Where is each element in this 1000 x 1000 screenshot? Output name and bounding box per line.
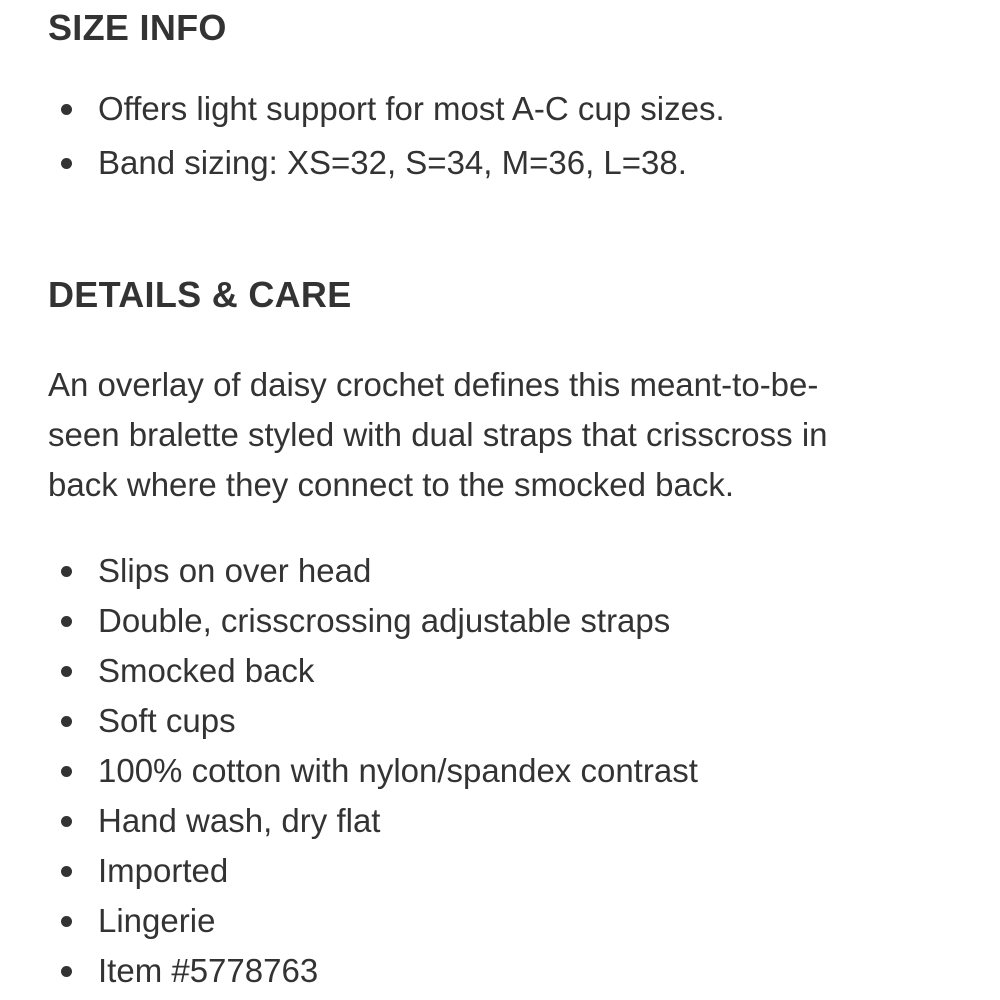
- list-item-text: Imported: [98, 852, 229, 889]
- item-number: Item #5778763: [98, 952, 319, 989]
- list-item-text: Smocked back: [98, 652, 315, 689]
- list-item: [48, 748, 698, 798]
- bullet-icon: [61, 716, 72, 727]
- bullet-icon: [61, 104, 72, 115]
- bullet-icon: [61, 766, 72, 777]
- list-item: [48, 548, 698, 598]
- details-care-list: [48, 548, 698, 998]
- bullet-icon: [61, 666, 72, 677]
- list-item: [48, 86, 725, 140]
- bullet-icon: [61, 158, 72, 169]
- list-item: [48, 848, 698, 898]
- list-item: [48, 898, 698, 948]
- list-item-text: Lingerie: [98, 902, 216, 939]
- list-item-text: Double, crisscrossing adjustable straps: [98, 602, 671, 639]
- bullet-icon: [61, 566, 72, 577]
- list-item-text: 100% cotton with nylon/spandex contrast: [98, 752, 698, 789]
- bullet-icon: [61, 866, 72, 877]
- list-item-text: Offers light support for most A-C cup sizes.: [98, 90, 725, 127]
- list-item-text: Hand wash, dry flat: [98, 802, 381, 839]
- description-line: seen bralette styled with dual straps that crisscross in: [48, 416, 828, 453]
- size-info-heading: SIZE INFO: [48, 7, 227, 48]
- product-description: [48, 360, 948, 510]
- bullet-icon: [61, 616, 72, 627]
- description-line: back where they connect to the smocked back.: [48, 466, 735, 503]
- list-item: [48, 598, 698, 648]
- list-item: [48, 140, 725, 194]
- description-line: An overlay of daisy crochet defines this meant-to-be-: [48, 366, 819, 403]
- list-item: [48, 698, 698, 748]
- list-item: [48, 798, 698, 848]
- list-item: [48, 948, 698, 998]
- list-item-text: Slips on over head: [98, 552, 372, 589]
- list-item-text: Soft cups: [98, 702, 236, 739]
- bullet-icon: [61, 916, 72, 927]
- size-info-list: [48, 86, 725, 194]
- list-item: [48, 648, 698, 698]
- list-item-text: Band sizing: XS=32, S=34, M=36, L=38.: [98, 144, 687, 181]
- bullet-icon: [61, 816, 72, 827]
- bullet-icon: [61, 966, 72, 977]
- details-care-heading: DETAILS & CARE: [48, 274, 352, 315]
